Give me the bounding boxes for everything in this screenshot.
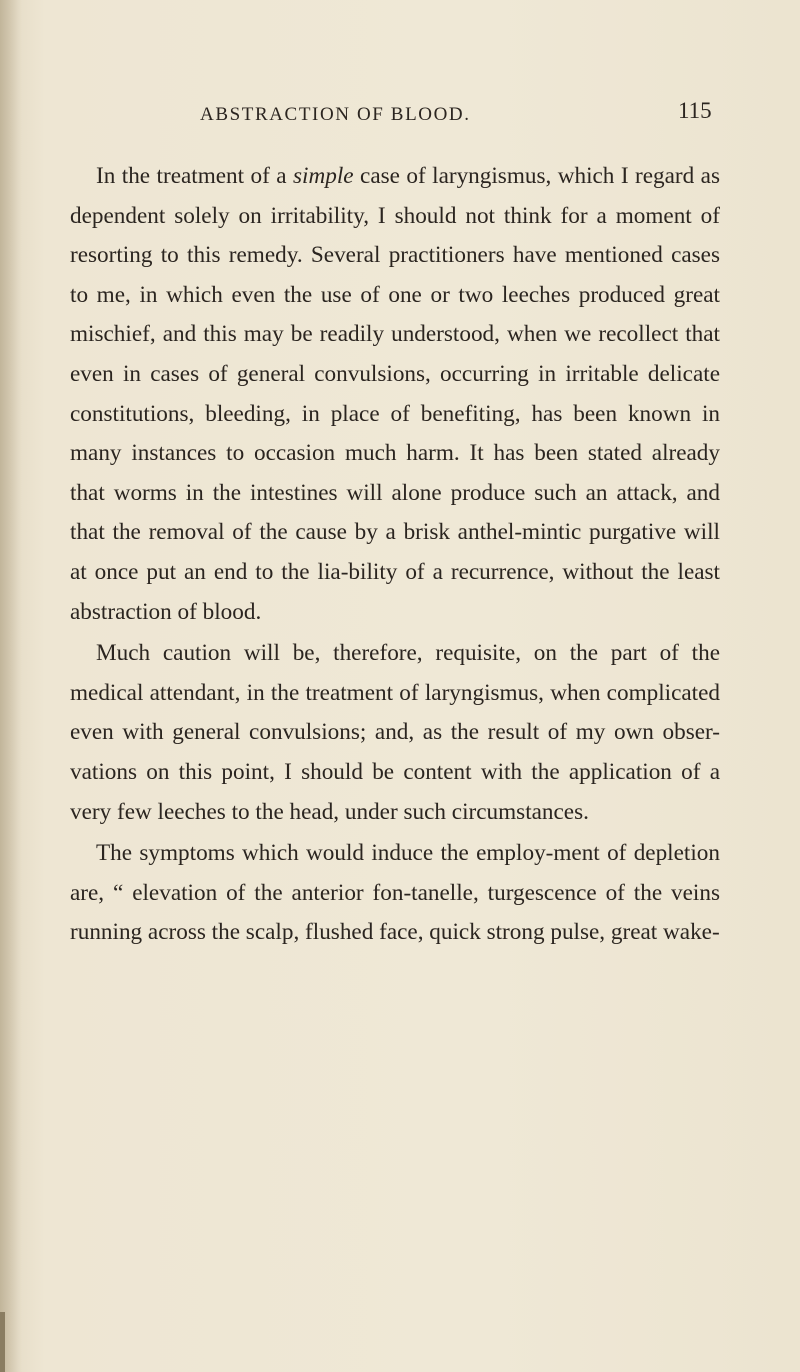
paragraph-2: Much caution will be, therefore, requisite, on the part of the medical attendant, in the treatment of laryngismus, when complicated even with general convulsions; and, as the result of my own obser-vations on this point, I should be content with the application of a very few leeches to the head, under such circumstances. <box>70 640 720 825</box>
emphasis-simple: simple <box>293 163 354 189</box>
binding-shadow <box>0 0 22 1372</box>
paragraph-3: The symptoms which would induce the employ-ment of depletion are, “ elevation of the anterior fon-tanelle, turgescence of the veins running across the scalp, flushed face, quick strong pulse, great wake- <box>70 840 720 946</box>
paragraph-1-rest: case of laryngismus, which I regard as dependent solely on irritability, I should not think for a moment of resorting to this remedy. Several practitioners have mentioned cases to me, in which even the use of one or two leeches produced great mischief, and this may be readily understood, when we recollect that even in cases of general convulsions, occurring in irritable delicate constitutions, bleeding, in place of benefiting, has been known in many instances to occasion much harm. It has been stated already that worms in the intestines will alone produce such an attack, and that the removal of the cause by a brisk anthel-mintic purgative will at once put an end to the lia-bility of a recurrence, without the least abstraction of blood. <box>70 163 720 625</box>
paragraph-1 <box>70 157 720 632</box>
page-edge-mark <box>0 1312 5 1372</box>
running-header: ABSTRACTION OF BLOOD. <box>200 104 471 125</box>
page-number: 115 <box>678 98 712 123</box>
body-text <box>70 155 720 953</box>
paragraph-1-start: In the treatment of a <box>96 163 294 189</box>
